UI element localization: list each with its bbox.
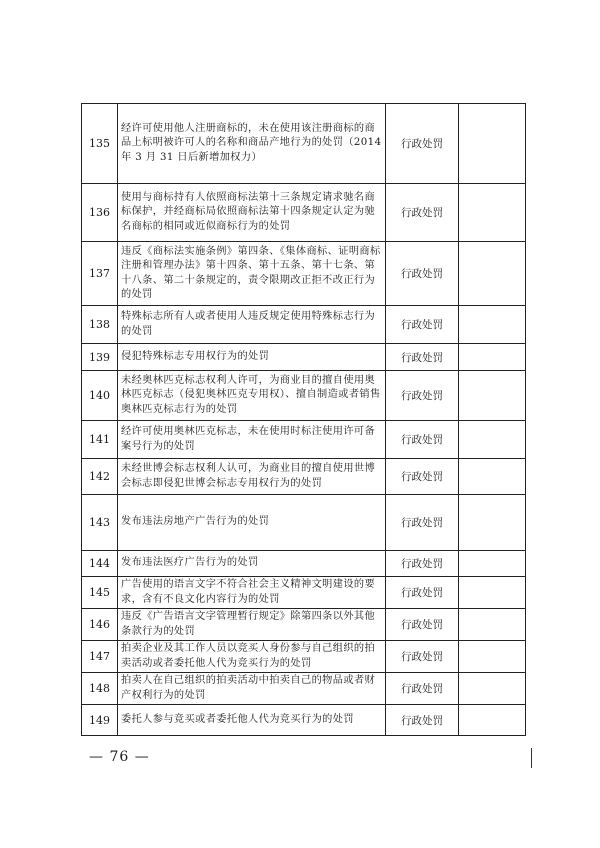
row-number: 146 <box>82 609 118 641</box>
row-description: 违反《广告语言文字管理暂行规定》除第四条以外其他条款行为的处罚 <box>118 609 386 641</box>
row-number: 148 <box>82 673 118 705</box>
row-type: 行政处罚 <box>386 104 459 184</box>
row-type: 行政处罚 <box>386 551 459 577</box>
table-row <box>82 609 526 641</box>
row-description: 发布违法医疗广告行为的处罚 <box>118 551 386 577</box>
row-description: 未经奥林匹克标志权利人许可，为商业目的擅自使用奥林匹克标志（侵犯奥林匹克专用权）、擅自制造或者销售奥林匹克标志行为的处罚 <box>118 371 386 421</box>
row-type: 行政处罚 <box>386 344 459 371</box>
row-type: 行政处罚 <box>386 495 459 551</box>
row-number: 147 <box>82 641 118 673</box>
row-note <box>459 609 526 641</box>
row-note <box>459 306 526 344</box>
table-row <box>82 641 526 673</box>
row-number: 141 <box>82 421 118 459</box>
row-type: 行政处罚 <box>386 371 459 421</box>
row-note <box>459 641 526 673</box>
row-number: 135 <box>82 104 118 184</box>
row-description: 经许可使用奥林匹克标志，未在使用时标注使用许可备案号行为的处罚 <box>118 421 386 459</box>
row-description: 广告使用的语言文字不符合社会主义精神文明建设的要求，含有不良文化内容行为的处罚 <box>118 577 386 609</box>
row-number: 142 <box>82 459 118 495</box>
row-description: 经许可使用他人注册商标的，未在使用该注册商标的商品上标明被许可人的名称和商品产地行为的处罚（2014 年 3 月 31 日后新增加权力） <box>118 104 386 184</box>
row-number: 140 <box>82 371 118 421</box>
row-number: 149 <box>82 705 118 736</box>
row-note <box>459 371 526 421</box>
row-note <box>459 104 526 184</box>
row-type: 行政处罚 <box>386 705 459 736</box>
row-type: 行政处罚 <box>386 609 459 641</box>
table-row <box>82 421 526 459</box>
table-row <box>82 551 526 577</box>
table-row <box>82 673 526 705</box>
row-note <box>459 495 526 551</box>
row-number: 139 <box>82 344 118 371</box>
row-description: 特殊标志所有人或者使用人违反规定使用特殊标志行为的处罚 <box>118 306 386 344</box>
row-type: 行政处罚 <box>386 306 459 344</box>
row-note <box>459 184 526 242</box>
row-number: 144 <box>82 551 118 577</box>
table-row <box>82 705 526 736</box>
row-number: 137 <box>82 242 118 306</box>
margin-mark <box>531 748 532 768</box>
table-row <box>82 184 526 242</box>
row-type: 行政处罚 <box>386 421 459 459</box>
row-description: 使用与商标持有人依照商标法第十三条规定请求驰名商标保护，并经商标局依照商标法第十四条规定认定为驰名商标的相同或近似商标行为的处罚 <box>118 184 386 242</box>
row-description: 拍卖人在自己组织的拍卖活动中拍卖自己的物品或者财产权利行为的处罚 <box>118 673 386 705</box>
row-type: 行政处罚 <box>386 577 459 609</box>
row-description: 拍卖企业及其工作人员以竞买人身份参与自己组织的拍卖活动或者委托他人代为竞买行为的处罚 <box>118 641 386 673</box>
row-description: 未经世博会标志权利人认可，为商业目的擅自使用世博会标志即侵犯世博会标志专用权行为的处罚 <box>118 459 386 495</box>
row-type: 行政处罚 <box>386 184 459 242</box>
row-type: 行政处罚 <box>386 242 459 306</box>
table-row <box>82 459 526 495</box>
table-row <box>82 344 526 371</box>
row-note <box>459 344 526 371</box>
row-note <box>459 577 526 609</box>
row-description: 委托人参与竞买或者委托他人代为竞买行为的处罚 <box>118 705 386 736</box>
row-note <box>459 673 526 705</box>
table-row <box>82 104 526 184</box>
table-row <box>82 495 526 551</box>
row-number: 136 <box>82 184 118 242</box>
row-description: 侵犯特殊标志专用权行为的处罚 <box>118 344 386 371</box>
table-body <box>82 104 526 736</box>
table-row <box>82 306 526 344</box>
row-type: 行政处罚 <box>386 641 459 673</box>
row-note <box>459 242 526 306</box>
row-description: 违反《商标法实施条例》第四条、《集体商标、证明商标注册和管理办法》第十四条、第十五条、第十七条、第十八条、第二十条规定的，责令限期改正拒不改正行为的处罚 <box>118 242 386 306</box>
row-number: 143 <box>82 495 118 551</box>
row-note <box>459 459 526 495</box>
row-number: 145 <box>82 577 118 609</box>
table-row <box>82 577 526 609</box>
table-row <box>82 371 526 421</box>
authority-list-table <box>81 103 526 736</box>
row-note <box>459 705 526 736</box>
row-type: 行政处罚 <box>386 459 459 495</box>
row-type: 行政处罚 <box>386 673 459 705</box>
row-note <box>459 551 526 577</box>
row-number: 138 <box>82 306 118 344</box>
row-description: 发布违法房地产广告行为的处罚 <box>118 495 386 551</box>
table-row <box>82 242 526 306</box>
row-note <box>459 421 526 459</box>
page-number: — 76 — <box>89 749 150 765</box>
